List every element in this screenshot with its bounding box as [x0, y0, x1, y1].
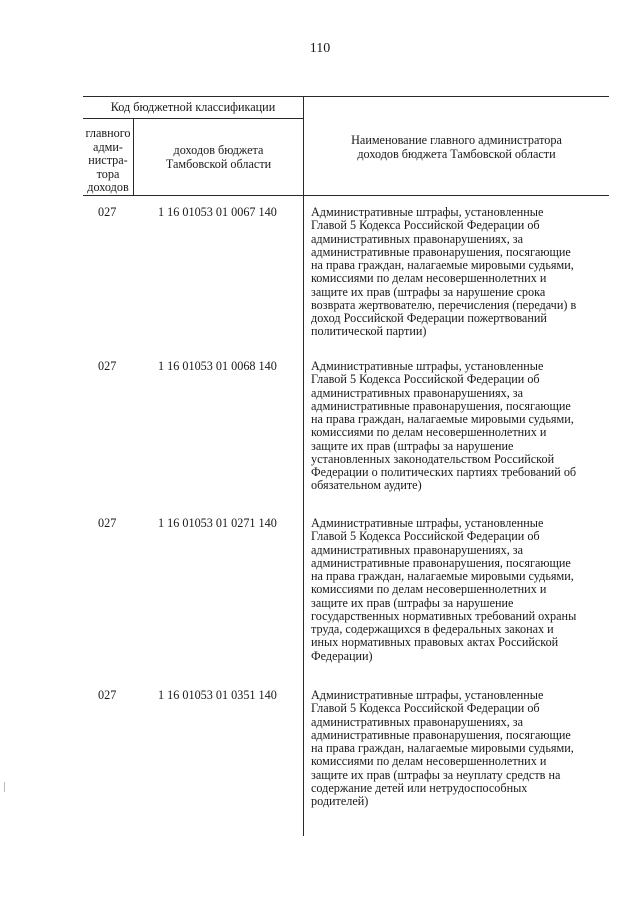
header-admin-line: главного: [85, 126, 131, 140]
description-line: Административные штрафы, установленные: [311, 205, 544, 219]
description-line: установленных законодательством Российской: [311, 451, 555, 466]
description-line: Главой 5 Кодекса Российской Федерации об: [311, 701, 540, 716]
income-code: 1 16 01053 01 0068 140: [158, 359, 277, 373]
header-admin-line: нистра-: [88, 153, 128, 167]
description-line: на права граждан, налагаемые мировыми судьями,: [311, 569, 574, 583]
description-line: Главой 5 Кодекса Российской Федерации об: [311, 529, 540, 544]
description-line: Федерации): [311, 648, 373, 663]
description-line: защите их прав (штрафы за нарушение: [311, 438, 514, 453]
description-line: на права граждан, налагаемые мировыми судьями,: [311, 258, 574, 272]
description-line: Главой 5 Кодекса Российской Федерации об: [311, 218, 540, 233]
description-line: Административные штрафы, установленные: [311, 359, 544, 373]
row-description: [311, 360, 607, 493]
description-line: содержание детей или нетрудоспособных: [311, 780, 528, 795]
header-name-line: доходов бюджета Тамбовской области: [357, 146, 556, 161]
column-divider-2: [303, 96, 304, 836]
description-line: Административные штрафы, установленные: [311, 516, 544, 530]
description-line: административные правонарушения, посягающие: [311, 555, 571, 570]
table-top-rule: [83, 96, 609, 97]
description-line: административных правонарушениях, за: [311, 542, 524, 557]
header-income-line: доходов бюджета: [173, 143, 264, 157]
description-line: комиссиями по делам несовершеннолетних и: [311, 425, 547, 440]
description-line: Административные штрафы, установленные: [311, 688, 544, 702]
description-line: Федерации о политических партиях требований об: [311, 465, 577, 479]
description-line: административные правонарушения, посягающие: [311, 244, 571, 259]
description-line: административные правонарушения, посягающие: [311, 398, 571, 413]
admin-code: 027: [98, 516, 117, 530]
header-income-column: [134, 144, 303, 171]
description-line: доход Российской Федерации пожертвований: [311, 311, 547, 325]
header-bottom-rule: [83, 195, 609, 196]
row-description: [311, 517, 607, 663]
header-name-column: [304, 134, 609, 161]
description-line: административных правонарушениях, за: [311, 231, 524, 246]
header-admin-line: доходов: [87, 180, 129, 194]
income-code: 1 16 01053 01 0271 140: [158, 516, 277, 530]
page-number: 110: [309, 41, 331, 56]
description-line: труда, содержащихся в федеральных законах и: [311, 622, 554, 636]
description-line: Главой 5 Кодекса Российской Федерации об: [311, 372, 540, 387]
description-line: комиссиями по делам несовершеннолетних и: [311, 582, 547, 597]
description-line: иных нормативных правовых актах Российской: [311, 635, 559, 650]
description-line: защите их прав (штрафы за нарушение срока: [311, 284, 546, 299]
description-line: государственных нормативных требований охраны: [311, 608, 577, 623]
description-line: административных правонарушениях, за: [311, 714, 524, 729]
group-header-title: Код бюджетной классификации: [110, 100, 276, 114]
description-line: на права граждан, налагаемые мировыми судьями,: [311, 412, 574, 426]
header-name-line: Наименование главного администратора: [351, 133, 562, 147]
description-line: защите их прав (штрафы за нарушение: [311, 595, 514, 610]
row-description: [311, 689, 607, 808]
description-line: родителей): [311, 794, 369, 808]
description-line: административных правонарушениях, за: [311, 385, 524, 400]
admin-code: 027: [98, 359, 117, 373]
description-line: на права граждан, налагаемые мировыми судьями,: [311, 741, 574, 755]
header-admin-line: тора: [96, 166, 120, 181]
header-admin-line: адми-: [93, 139, 123, 154]
header-income-line: Тамбовской области: [165, 156, 272, 171]
income-code: 1 16 01053 01 0351 140: [158, 688, 277, 702]
admin-code: 027: [98, 688, 117, 702]
description-line: возврата жертвователю, перечисления (передачи) в: [311, 297, 577, 312]
group-header-rule: [83, 118, 303, 119]
row-description: [311, 206, 607, 339]
scan-margin-mark: [4, 782, 5, 792]
description-line: административные правонарушения, посягающие: [311, 727, 571, 742]
description-line: комиссиями по делам несовершеннолетних и: [311, 754, 547, 769]
description-line: обязательном аудите): [311, 478, 422, 493]
admin-code: 027: [98, 205, 117, 219]
description-line: политической партии): [311, 324, 427, 339]
header-admin-column: [83, 127, 133, 195]
description-line: комиссиями по делам несовершеннолетних и: [311, 271, 547, 286]
income-code: 1 16 01053 01 0067 140: [158, 205, 277, 219]
description-line: защите их прав (штрафы за неуплату средств на: [311, 767, 561, 782]
